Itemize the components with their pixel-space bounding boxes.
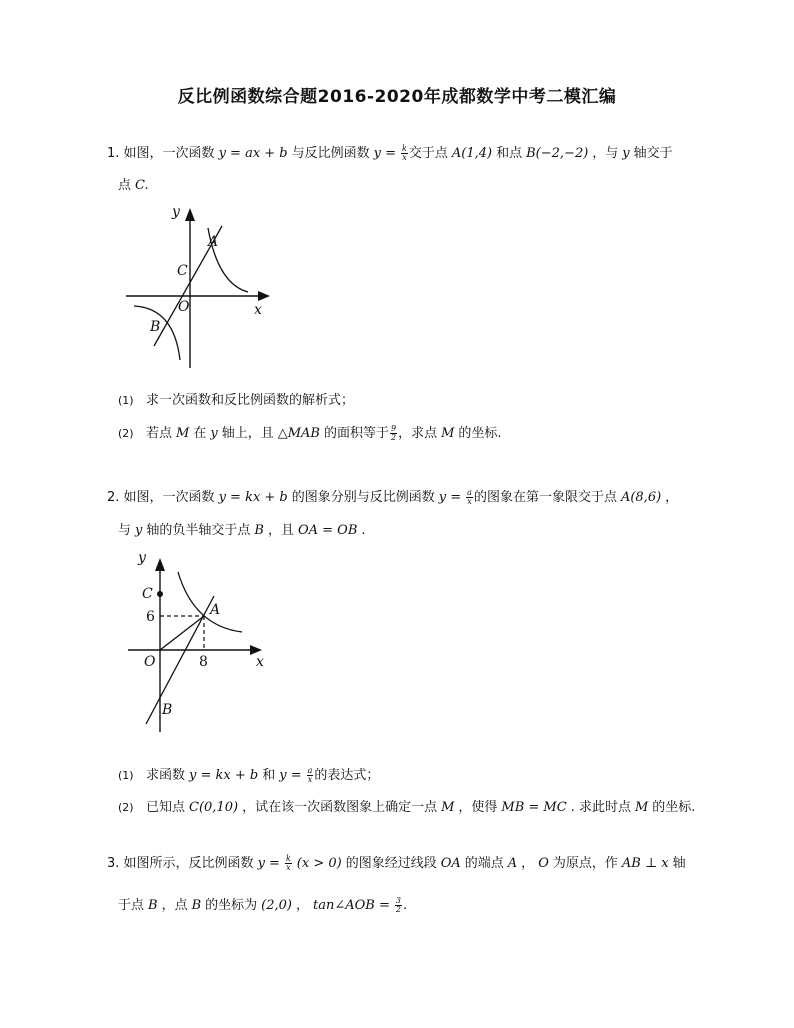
q2-math: y = kx + b — [218, 490, 288, 505]
page-title: 反比例函数综合题2016-2020年成都数学中考二模汇编 — [177, 87, 617, 107]
q3-text: 的坐标为 — [205, 898, 258, 913]
q1-number: 1. — [107, 146, 120, 161]
q3-text: 轴 — [672, 856, 686, 871]
q1-text: 轴交于 — [633, 146, 673, 161]
q2-sub1-fraction: $\frac{a}{x}$ — [307, 766, 313, 784]
q2-text: ， — [665, 490, 679, 505]
tick-label-8: 8 — [199, 654, 208, 670]
q3-math: B — [148, 898, 158, 913]
q1-text: 轴上，且 — [221, 426, 274, 441]
point-b-label: B — [150, 319, 161, 335]
y-axis-arrow-icon — [155, 558, 165, 571]
q1-text: 在 — [193, 426, 207, 441]
q1-text: ，求点 — [398, 426, 438, 441]
sub-index: (2) — [118, 427, 134, 440]
sub-index: (2) — [118, 801, 134, 814]
q3-math: (x > 0) — [296, 856, 342, 871]
q1-text: ，与 — [592, 146, 619, 161]
segment-oa — [160, 616, 204, 650]
origin-label: O — [178, 299, 190, 315]
q1-line-2 — [118, 174, 153, 193]
q2-sub1 — [118, 764, 379, 784]
q2-math: y = — [279, 768, 302, 783]
q2-text: 与 — [118, 523, 132, 538]
q3-text: ， — [296, 898, 310, 913]
q2-figure — [120, 544, 280, 734]
q2-math: M — [634, 800, 649, 815]
q2-fraction: $\frac{a}{x}$ — [467, 488, 472, 506]
q2-math: B — [254, 523, 264, 538]
q3-text: 的图象经过线段 — [345, 856, 437, 871]
q1-text: 交于点 — [408, 146, 448, 161]
q3-number: 3. — [107, 856, 120, 871]
point-b-label: B — [162, 702, 173, 718]
q1-math: y = — [373, 146, 397, 161]
q2-math: MB = MC — [501, 800, 567, 815]
q2-math: y = — [438, 490, 462, 505]
q2-sub2 — [118, 796, 695, 815]
q1-sub2 — [118, 422, 502, 442]
q1-math: M — [441, 426, 455, 441]
q2-math: y = kx + b — [189, 768, 259, 783]
q2-text: 的表达式； — [314, 768, 380, 783]
q2-line-2 — [118, 519, 366, 538]
q2-math: C(0,10) — [189, 800, 239, 815]
q3-math: O — [538, 856, 549, 871]
y-axis-arrow-icon — [185, 208, 195, 221]
point-c-label: C — [142, 586, 153, 602]
q2-text: 如图，一次函数 — [123, 490, 215, 505]
q2-text: 求函数 — [146, 768, 186, 783]
point-c-dot — [157, 591, 163, 597]
q3-line-1 — [107, 852, 686, 872]
q2-math: y — [135, 523, 143, 538]
sub-index: (1) — [118, 394, 134, 407]
q2-text: 的图象分别与反比例函数 — [291, 490, 435, 505]
q3-line2-fraction: $\frac{3}{2}$ — [395, 896, 401, 914]
q1-fraction: $\frac{k}{x}$ — [402, 144, 407, 162]
q1-text: 点 — [118, 178, 132, 193]
q2-text: 和 — [262, 768, 276, 783]
q2-text: . — [361, 523, 366, 538]
q2-text: 的坐标. — [652, 800, 696, 815]
origin-label: O — [144, 654, 156, 670]
q2-line-1 — [107, 486, 678, 506]
q1-sub1-text: 求一次函数和反比例函数的解析式； — [146, 393, 355, 408]
q1-text: 与反比例函数 — [291, 146, 370, 161]
q1-line-1 — [107, 142, 673, 162]
q2-text: 已知点 — [146, 800, 186, 815]
q2-text: 轴的负半轴交于点 — [146, 523, 251, 538]
q3-math: B — [191, 898, 202, 913]
q3-math: tan∠AOB = — [313, 898, 390, 913]
q1-math: M — [176, 426, 190, 441]
q2-text: ，试在该一次函数图象上确定一点 — [242, 800, 438, 815]
q1-math: C. — [135, 178, 149, 193]
q2-text: ，使得 — [458, 800, 498, 815]
q1-math: A(1,4) — [451, 146, 493, 161]
q2-text: . 求此时点 — [570, 800, 631, 815]
point-a-label: A — [210, 602, 221, 618]
q2-math: OA = OB — [297, 523, 358, 538]
q3-text: 为原点，作 — [552, 856, 618, 871]
q1-math: △MAB — [277, 426, 320, 441]
sub-index: (1) — [118, 769, 134, 782]
q2-number: 2. — [107, 490, 120, 505]
q3-text: 如图所示，反比例函数 — [123, 856, 254, 871]
q1-text: 的面积等于 — [323, 426, 389, 441]
q3-math: OA — [440, 856, 461, 871]
q3-fraction: $\frac{k}{x}$ — [285, 854, 291, 872]
q2-math: A(8,6) — [620, 490, 662, 505]
q1-sub1 — [118, 389, 354, 408]
q2-text: 的图象在第一象限交于点 — [473, 490, 617, 505]
q3-text: 的端点 — [464, 856, 504, 871]
q3-line-2 — [118, 894, 407, 914]
q3-text: 于点 — [118, 898, 145, 913]
q3-math: y = — [257, 856, 280, 871]
q3-text: ， — [521, 856, 535, 871]
point-c-label: C — [177, 263, 188, 279]
x-label: x — [256, 654, 264, 670]
y-label: y — [172, 204, 180, 220]
tick-label-6: 6 — [146, 609, 155, 625]
point-a-label: A — [208, 234, 219, 250]
q1-text: 若点 — [146, 426, 173, 441]
q2-text: ，且 — [267, 523, 294, 538]
q1-math: y — [622, 146, 630, 161]
q1-math: y = ax + b — [218, 146, 288, 161]
q3-text: ，点 — [161, 898, 188, 913]
q1-text: 和点 — [496, 146, 523, 161]
q1-math: y — [210, 426, 218, 441]
q1-figure — [120, 198, 280, 373]
q1-sub2-fraction: $\frac{9}{2}$ — [390, 424, 397, 442]
x-axis-arrow-icon — [258, 291, 270, 301]
q2-math: M — [441, 800, 455, 815]
q3-text: . — [402, 898, 408, 913]
q1-math: B(−2,−2) — [526, 146, 589, 161]
q3-math: A — [507, 856, 518, 871]
q3-math: AB ⊥ x — [621, 856, 669, 871]
q3-math: (2,0) — [261, 898, 292, 913]
q1-text: 如图，一次函数 — [123, 146, 215, 161]
q1-text: 的坐标. — [458, 426, 502, 441]
y-label: y — [138, 550, 146, 566]
x-label: x — [254, 302, 262, 318]
